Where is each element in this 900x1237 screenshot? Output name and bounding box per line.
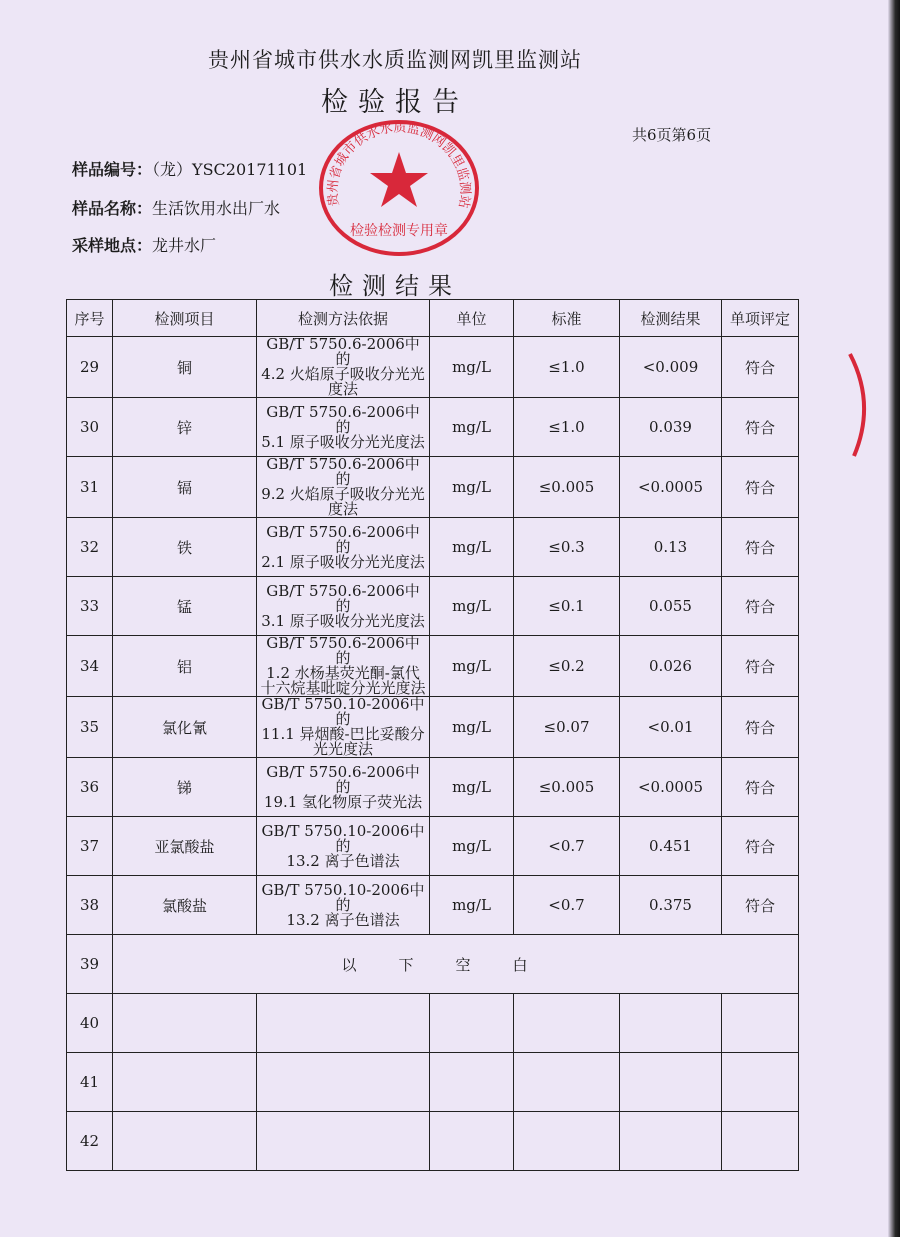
empty-cell	[430, 1112, 514, 1171]
row-item: 铁	[113, 518, 257, 577]
row-standard: <0.7	[514, 817, 620, 876]
header-method: 检测方法依据	[257, 300, 430, 337]
row-item: 氯酸盐	[113, 876, 257, 935]
row-method	[257, 697, 430, 758]
row-unit: mg/L	[430, 577, 514, 636]
row-verdict: 符合	[722, 577, 799, 636]
row-unit: mg/L	[430, 337, 514, 398]
row-result: 0.451	[620, 817, 722, 876]
method-line: 9.2 火焰原子吸收分光光	[261, 485, 425, 503]
method-line: 度法	[327, 500, 358, 518]
row-number: 35	[67, 697, 113, 758]
row-standard: ≤0.2	[514, 636, 620, 697]
empty-cell	[514, 994, 620, 1053]
method-line: 2.1 原子吸收分光光度法	[261, 552, 425, 571]
row-result: 0.13	[620, 518, 722, 577]
sample-name-row	[72, 196, 280, 219]
table-row	[67, 697, 799, 758]
header-unit: 单位	[430, 300, 514, 337]
header-item: 检测项目	[113, 300, 257, 337]
method-line: GB/T 5750.6-2006中的	[266, 634, 420, 667]
row-method	[257, 817, 430, 876]
empty-cell	[722, 1053, 799, 1112]
row-unit: mg/L	[430, 398, 514, 457]
row-method	[257, 518, 430, 577]
method-line: GB/T 5750.10-2006中的	[261, 880, 425, 914]
method-line: 5.1 原子吸收分光光度法	[261, 432, 425, 451]
stamp-edge-mark	[846, 352, 874, 458]
row-number: 39	[67, 935, 113, 994]
empty-cell	[514, 1112, 620, 1171]
row-result: 0.039	[620, 398, 722, 457]
method-line: 19.1 氢化物原子荧光法	[263, 792, 423, 811]
row-verdict: 符合	[722, 398, 799, 457]
document-title: 检验报告	[321, 87, 469, 118]
scan-page-edge	[888, 0, 900, 1237]
page-info: 共6页第6页	[632, 126, 712, 144]
header-result: 检测结果	[620, 300, 722, 337]
row-unit: mg/L	[430, 697, 514, 758]
row-item: 铜	[113, 337, 257, 398]
table-row	[67, 577, 799, 636]
row-number: 32	[67, 518, 113, 577]
table-row	[67, 758, 799, 817]
sample-number-value: （龙）YSC20171101	[152, 160, 308, 179]
method-line: GB/T 5750.10-2006中的	[261, 821, 425, 855]
row-method	[257, 337, 430, 398]
seal-bottom-text: 检验检测专用章	[350, 223, 448, 239]
empty-cell	[257, 1112, 430, 1171]
empty-cell	[722, 994, 799, 1053]
sample-location-label: 采样地点：	[72, 236, 153, 255]
method-line: 光光度法	[312, 740, 373, 758]
row-number: 38	[67, 876, 113, 935]
method-line: GB/T 5750.6-2006中的	[266, 762, 420, 796]
empty-row	[67, 1112, 799, 1171]
row-verdict: 符合	[722, 457, 799, 518]
method-line: 度法	[327, 380, 358, 398]
table-row	[67, 457, 799, 518]
method-line: GB/T 5750.6-2006中的	[266, 581, 420, 615]
method-line: 13.2 离子色谱法	[286, 910, 400, 929]
row-result: 0.026	[620, 636, 722, 697]
empty-cell	[113, 1053, 257, 1112]
row-item: 亚氯酸盐	[113, 817, 257, 876]
sample-number-row	[72, 157, 307, 180]
empty-cell	[257, 1053, 430, 1112]
method-line: 1.2 水杨基荧光酮-氯代	[266, 664, 420, 682]
seal-outer-text: 贵州省城市供水水质监测网凯里监测站	[325, 120, 473, 210]
empty-cell	[620, 1053, 722, 1112]
row-number: 42	[67, 1112, 113, 1171]
row-unit: mg/L	[430, 518, 514, 577]
row-unit: mg/L	[430, 457, 514, 518]
row-method	[257, 577, 430, 636]
table-row	[67, 518, 799, 577]
row-standard: ≤0.005	[514, 758, 620, 817]
row-standard: ≤0.005	[514, 457, 620, 518]
row-item: 锰	[113, 577, 257, 636]
method-line: 十六烷基吡啶分光光度法	[260, 679, 426, 697]
table-header-row	[67, 300, 799, 337]
official-seal-stamp	[318, 118, 480, 258]
row-standard: ≤0.3	[514, 518, 620, 577]
row-item: 镉	[113, 457, 257, 518]
empty-row	[67, 994, 799, 1053]
empty-cell	[257, 994, 430, 1053]
row-method	[257, 636, 430, 697]
row-item: 氯化氰	[113, 697, 257, 758]
table-row	[67, 876, 799, 935]
header-no: 序号	[67, 300, 113, 337]
row-method	[257, 398, 430, 457]
row-verdict: 符合	[722, 758, 799, 817]
row-result: <0.01	[620, 697, 722, 758]
sample-location-row	[72, 233, 216, 256]
row-result: <0.0005	[620, 457, 722, 518]
row-unit: mg/L	[430, 636, 514, 697]
row-standard: <0.7	[514, 876, 620, 935]
empty-cell	[430, 994, 514, 1053]
method-line: GB/T 5750.6-2006中的	[266, 402, 420, 436]
results-body	[67, 337, 799, 1171]
method-line: 3.1 原子吸收分光光度法	[261, 611, 425, 630]
header-standard: 标准	[514, 300, 620, 337]
row-number: 37	[67, 817, 113, 876]
row-number: 33	[67, 577, 113, 636]
row-method	[257, 758, 430, 817]
row-standard: ≤1.0	[514, 398, 620, 457]
method-line: GB/T 5750.6-2006中的	[266, 335, 420, 368]
empty-cell	[620, 1112, 722, 1171]
empty-row	[67, 1053, 799, 1112]
row-result: 0.055	[620, 577, 722, 636]
table-row	[67, 337, 799, 398]
empty-cell	[113, 994, 257, 1053]
method-line: GB/T 5750.6-2006中的	[266, 455, 420, 488]
row-verdict: 符合	[722, 518, 799, 577]
row-number: 41	[67, 1053, 113, 1112]
organization-name: 贵州省城市供水水质监测网凯里监测站	[208, 48, 582, 72]
method-line: 11.1 异烟酸-巴比妥酸分	[261, 725, 425, 743]
row-standard: ≤0.07	[514, 697, 620, 758]
blank-notice-row	[67, 935, 799, 994]
row-result: <0.0005	[620, 758, 722, 817]
method-line: GB/T 5750.6-2006中的	[266, 522, 420, 556]
table-row	[67, 636, 799, 697]
header-verdict: 单项评定	[722, 300, 799, 337]
sample-name-value: 生活饮用水出厂水	[152, 199, 281, 218]
row-number: 40	[67, 994, 113, 1053]
sample-number-label: 样品编号：	[72, 160, 153, 179]
table-row	[67, 817, 799, 876]
row-result: 0.375	[620, 876, 722, 935]
row-item: 铝	[113, 636, 257, 697]
method-line: 13.2 离子色谱法	[286, 851, 400, 870]
blank-notice: 以下空白	[113, 935, 799, 994]
method-line: GB/T 5750.10-2006中的	[261, 695, 425, 728]
row-method	[257, 457, 430, 518]
row-unit: mg/L	[430, 876, 514, 935]
method-line: 4.2 火焰原子吸收分光光	[261, 365, 425, 383]
row-standard: ≤0.1	[514, 577, 620, 636]
results-title: 检测结果	[329, 272, 461, 300]
empty-cell	[722, 1112, 799, 1171]
row-unit: mg/L	[430, 758, 514, 817]
row-number: 29	[67, 337, 113, 398]
row-number: 36	[67, 758, 113, 817]
sample-location-value: 龙井水厂	[152, 236, 217, 255]
empty-cell	[620, 994, 722, 1053]
row-method	[257, 876, 430, 935]
row-number: 34	[67, 636, 113, 697]
row-number: 30	[67, 398, 113, 457]
row-verdict: 符合	[722, 697, 799, 758]
sample-name-label: 样品名称：	[72, 199, 153, 218]
row-verdict: 符合	[722, 876, 799, 935]
row-number: 31	[67, 457, 113, 518]
row-verdict: 符合	[722, 636, 799, 697]
row-verdict: 符合	[722, 337, 799, 398]
empty-cell	[514, 1053, 620, 1112]
results-table	[66, 299, 799, 1171]
row-item: 锑	[113, 758, 257, 817]
table-row	[67, 398, 799, 457]
seal-star-icon	[370, 152, 428, 207]
row-unit: mg/L	[430, 817, 514, 876]
row-verdict: 符合	[722, 817, 799, 876]
row-result: <0.009	[620, 337, 722, 398]
row-standard: ≤1.0	[514, 337, 620, 398]
row-item: 锌	[113, 398, 257, 457]
empty-cell	[430, 1053, 514, 1112]
empty-cell	[113, 1112, 257, 1171]
